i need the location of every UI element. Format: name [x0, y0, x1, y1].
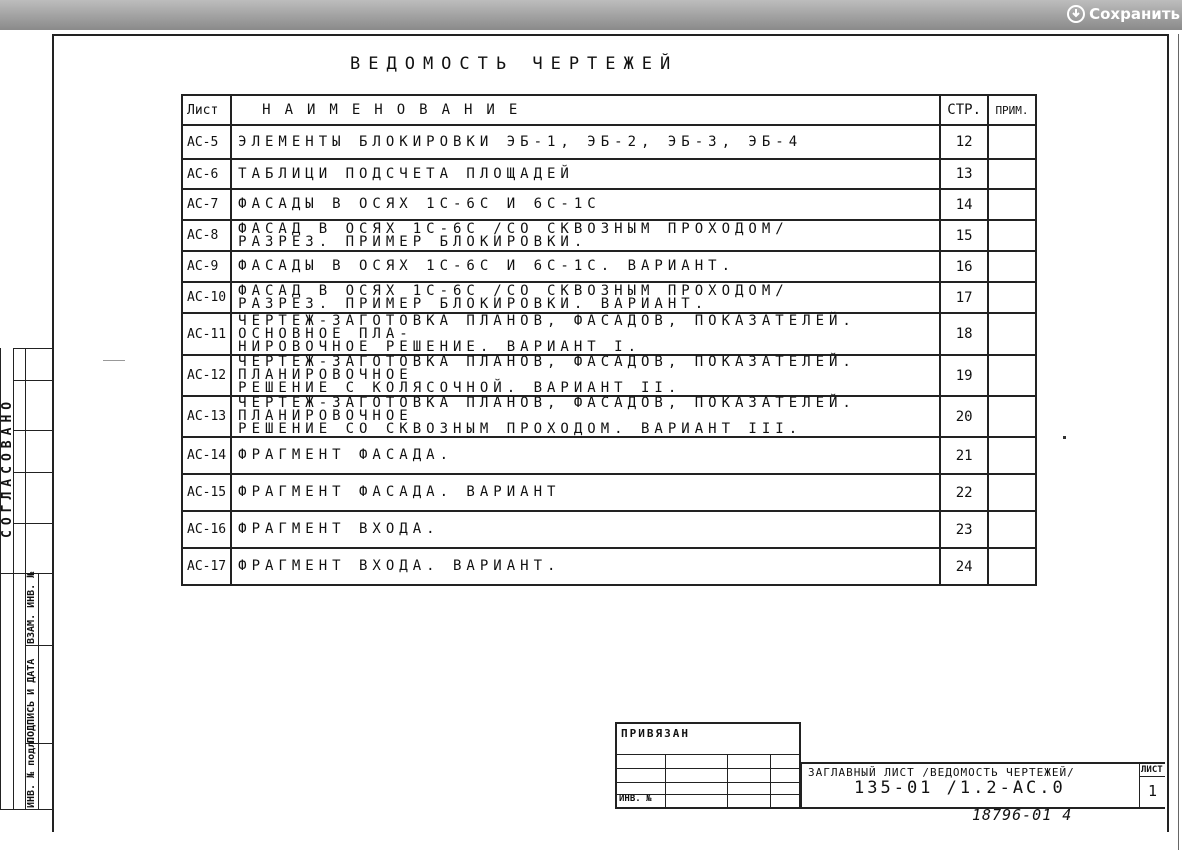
table-row	[182, 251, 1036, 282]
cell-name: ФРАГМЕНТ ФАСАДА. ВАРИАНТ	[231, 474, 940, 511]
cell-note	[988, 437, 1036, 474]
cell-page: 24	[940, 548, 988, 585]
cell-page: 15	[940, 220, 988, 251]
cell-code: АС-11	[182, 313, 231, 355]
cell-note	[988, 396, 1036, 437]
cell-name: ФАСАДЫ В ОСЯХ 1С-6С И 6С-1С. ВАРИАНТ.	[231, 251, 940, 282]
cell-code: АС-14	[182, 437, 231, 474]
cell-code: АС-5	[182, 125, 231, 159]
cell-name: ЧЕРТЕЖ-ЗАГОТОВКА ПЛАНОВ, ФАСАДОВ, ПОКАЗАТЕЛЕЙ. ОСНОВНОЕ ПЛА- НИРОВОЧНОЕ РЕШЕНИЕ. ВАРИАНТ I.	[231, 313, 940, 355]
cell-page: 18	[940, 313, 988, 355]
table-row	[182, 159, 1036, 189]
cell-note	[988, 189, 1036, 220]
cell-code: АС-10	[182, 282, 231, 313]
table-row	[182, 474, 1036, 511]
side-stamp	[0, 348, 54, 810]
cell-name: ЧЕРТЕЖ-ЗАГОТОВКА ПЛАНОВ, ФАСАДОВ, ПОКАЗАТЕЛЕЙ. ПЛАНИРОВОЧНОЕ РЕШЕНИЕ С КОЛЯСОЧНОЙ. ВАРИАНТ II.	[231, 355, 940, 396]
archive-number: 18796-01 4	[972, 806, 1073, 824]
cell-code: АС-6	[182, 159, 231, 189]
cell-name: ФАСАД В ОСЯХ 1С-6С /СО СКВОЗНЫМ ПРОХОДОМ/ РАЗРЕЗ. ПРИМЕР БЛОКИРОВКИ. ВАРИАНТ.	[231, 282, 940, 313]
cell-code: АС-15	[182, 474, 231, 511]
cell-code: АС-8	[182, 220, 231, 251]
cell-note	[988, 474, 1036, 511]
save-button[interactable]	[1067, 2, 1182, 26]
cell-page: 12	[940, 125, 988, 159]
cell-name: ФАСАДЫ В ОСЯХ 1С-6С И 6С-1С	[231, 189, 940, 220]
cell-code: АС-12	[182, 355, 231, 396]
title-description: ЗАГЛАВНЫЙ ЛИСТ /ВЕДОМОСТЬ ЧЕРТЕЖЕЙ/	[808, 766, 1075, 779]
header-code: Лист	[182, 95, 231, 125]
cell-page: 21	[940, 437, 988, 474]
table-row	[182, 125, 1036, 159]
cell-page: 20	[940, 396, 988, 437]
save-label: Сохранить	[1089, 5, 1180, 23]
cell-code: АС-7	[182, 189, 231, 220]
agreed-label: СОГЛАСОВАНО	[0, 396, 15, 538]
inv-original-label: ИНВ. № подл.	[26, 735, 37, 808]
cell-name: ФАСАД В ОСЯХ 1С-6С /СО СКВОЗНЫМ ПРОХОДОМ/ РАЗРЕЗ. ПРИМЕР БЛОКИРОВКИ.	[231, 220, 940, 251]
table-row	[182, 437, 1036, 474]
header-page: СТР.	[940, 95, 988, 125]
cell-page: 16	[940, 251, 988, 282]
sheet-edge	[1178, 34, 1179, 850]
cloud-save-icon	[1067, 5, 1085, 23]
cell-code: АС-9	[182, 251, 231, 282]
cell-page: 14	[940, 189, 988, 220]
sheet-number: 1	[1148, 782, 1158, 800]
table-row	[182, 282, 1036, 313]
header-note: ПРИМ.	[988, 95, 1036, 125]
table-row	[182, 313, 1036, 355]
table-header-row	[182, 95, 1036, 125]
bind-block	[615, 722, 801, 809]
cell-code: АС-17	[182, 548, 231, 585]
cell-note	[988, 125, 1036, 159]
table-row	[182, 511, 1036, 548]
table-row	[182, 396, 1036, 437]
cell-code: АС-16	[182, 511, 231, 548]
scan-mark	[103, 360, 125, 361]
cell-note	[988, 355, 1036, 396]
cell-note	[988, 282, 1036, 313]
table-row	[182, 355, 1036, 396]
cell-code: АС-13	[182, 396, 231, 437]
cell-name: ЧЕРТЕЖ-ЗАГОТОВКА ПЛАНОВ, ФАСАДОВ, ПОКАЗАТЕЛЕЙ. ПЛАНИРОВОЧНОЕ РЕШЕНИЕ СО СКВОЗНЫМ ПРОХОДОМ. ВАРИАНТ III.	[231, 396, 940, 437]
cell-note	[988, 548, 1036, 585]
drawings-table	[181, 94, 1037, 586]
bind-inv-label: ИНВ. №	[619, 794, 652, 804]
cell-note	[988, 251, 1036, 282]
cell-page: 19	[940, 355, 988, 396]
header-name: НАИМЕНОВАНИЕ	[231, 95, 940, 125]
cell-name: ФРАГМЕНТ ВХОДА. ВАРИАНТ.	[231, 548, 940, 585]
cell-note	[988, 313, 1036, 355]
table-row	[182, 220, 1036, 251]
cell-page: 13	[940, 159, 988, 189]
scan-mark	[1063, 436, 1066, 439]
document-code: 135-01 /1.2-АС.0	[854, 778, 1066, 798]
table-row	[182, 189, 1036, 220]
sheet-label: ЛИСТ	[1141, 765, 1163, 775]
sign-date-label: ПОДПИСЬ И ДАТА	[26, 658, 37, 743]
title-block	[800, 762, 1165, 809]
replace-inv-label: ВЗАМ. ИНВ. №	[26, 571, 37, 644]
cell-name: ФРАГМЕНТ ВХОДА.	[231, 511, 940, 548]
cell-page: 23	[940, 511, 988, 548]
bind-title: ПРИВЯЗАН	[621, 727, 690, 740]
cell-page: 22	[940, 474, 988, 511]
cell-note	[988, 159, 1036, 189]
cell-name: ЭЛЕМЕНТЫ БЛОКИРОВКИ ЭБ-1, ЭБ-2, ЭБ-3, ЭБ-4	[231, 125, 940, 159]
cell-name: ТАБЛИЦИ ПОДСЧЕТА ПЛОЩАДЕЙ	[231, 159, 940, 189]
viewer-toolbar	[0, 0, 1182, 30]
table-row	[182, 548, 1036, 585]
cell-note	[988, 511, 1036, 548]
cell-name: ФРАГМЕНТ ФАСАДА.	[231, 437, 940, 474]
cell-page: 17	[940, 282, 988, 313]
cell-note	[988, 220, 1036, 251]
page-title: ВЕДОМОСТЬ ЧЕРТЕЖЕЙ	[350, 54, 679, 74]
